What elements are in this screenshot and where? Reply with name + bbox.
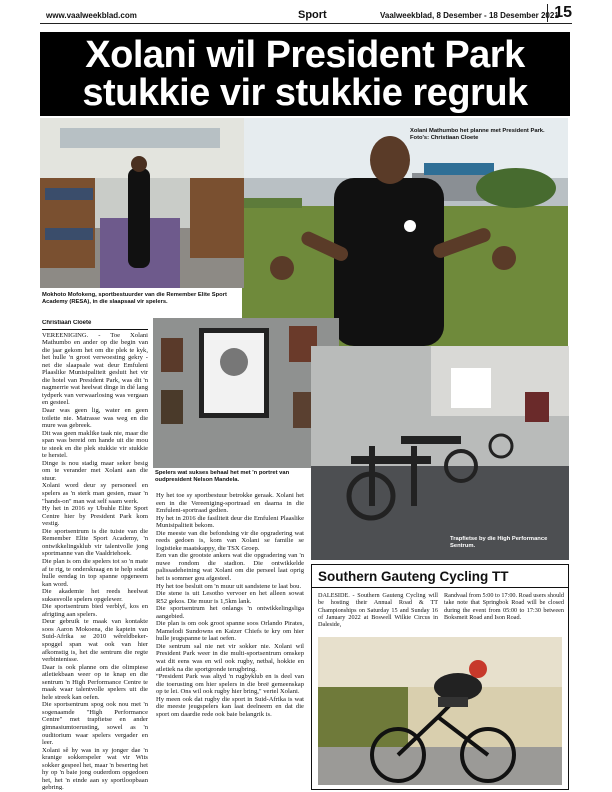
paragraph: Dinge is nou stadig maar seker besig om te verander met Xolani aan die stuur. — [42, 459, 148, 482]
paragraph: Die sportsentrum spog ook nou met 'n sogenaamde "High Performance Centre" met trapfietse en ander gimnasiumtoerusting, sowel as 'n ouditorium waar spelers vergader en leer. — [42, 701, 148, 747]
headline-line-2: stukkie vir stukkie regruk — [82, 72, 528, 114]
paragraph: Die plan is om die spelers tot so 'n mate af te rig, te onderskraag en te help sodat hulle eendag in top spanne opgeneem kan word. — [42, 557, 148, 588]
main-photo — [242, 118, 568, 346]
site-url[interactable]: www.vaalweekblad.com — [46, 11, 137, 20]
dorm-photo-caption: Mokhoto Mofokeng, sportbestuurder van die Remember Elite Sport Academy (RESA), in die slaapsaal vir spelers. — [42, 292, 227, 305]
paragraph: Die sportsentrum bied verblyf, kos en afrigting aan spelers. — [42, 603, 148, 618]
paragraph: "President Park was altyd 'n rugbyklub en is deel van die toerusting om hier spelers in die breë gemeenskap op te lei. Ons wil ook rugby hier bring," vertel Xolani. — [156, 673, 304, 696]
byline: Christiaan Cloete — [42, 320, 148, 330]
page-header — [40, 4, 572, 24]
cycling-sidebar — [311, 564, 569, 790]
paragraph: Hy het toe besluit om 'n muur uit sandstene te laat bou. — [156, 582, 302, 590]
paragraph: Een van die grootste ankers wat die opgradering van 'n nuwe rondom die stadion. Die ontwikkelde palissadeheining wat Xolani om die perseel laat oprig het is sommer gou afgesteel. — [156, 552, 304, 583]
paragraph: Hy meen ook dat rugby die sport in Suid-Afrika is wat die meeste jeugspelers kan laat deelneem en dat die sport om daardie rede ook baie belangrik is. — [156, 695, 304, 718]
sidebar-text-1: DALESIDE. - Southern Gauteng Cycling will be hosting their Annual Road & TT Championships on Saturday 15 and Sunday 16 of January 2022 at Boswell Wilkie Circus in Daleside, — [318, 592, 438, 629]
paragraph: Die meeste van die befondsing vir die opgradering wat reeds gedoen is, kom van Xolani se familie se logistieke maatskappy, die TSX Groep. — [156, 529, 304, 552]
paragraph: Deur gebruik te maak van kontakte soos Aaron Mokoena, die kaptein van Suid-Afrika se 2010 wêreldbeker-spoggel span wat ook van hier afkomstig is, het die sentrum die regte verbintenisse. — [42, 618, 148, 664]
page-number: 15 — [547, 4, 572, 22]
gym-photo-caption: Spelers wat sukses behaal het met 'n portret van oudpresident Nelson Mandela. — [155, 470, 290, 483]
paragraph: Die akademie het reeds heelwat suksesvolle spelers opgelewer. — [42, 588, 148, 603]
paragraph: Xolani word deur sy personeel en spelers as 'n sterk man gesien, maar 'n "hands-on" man wat self saam werk. — [42, 482, 148, 505]
paragraph: Dit was geen maklike taak nie, maar die span was bereid om hande uit die mou te steek en die plek stukkie vir stukkie te herstel. — [42, 429, 148, 460]
paragraph: Hy het in 2016 sy Ubuhle Elite Sport Centre hier by President Park kom vestig. — [42, 505, 148, 528]
sidebar-title: Southern Gauteng Cycling TT — [312, 565, 568, 588]
dorm-photo — [40, 118, 244, 288]
bikes-photo — [311, 346, 569, 560]
cyclist-photo — [318, 637, 562, 785]
headline — [40, 32, 570, 116]
article-column-2 — [156, 492, 304, 790]
issue-date: Vaalweekblad, 8 Desember - 18 Desember 2021 — [380, 11, 559, 20]
headline-line-1: Xolani wil President Park — [85, 34, 525, 76]
paragraph: Die plan is om ook groot spanne soos Orlando Pirates, Mamelodi Sundowns en Kaizer Chiefs te kry om hier hulle jeugspanne te laat oefen. — [156, 620, 304, 643]
bikes-photo-caption: Trapfietse by die High Performance Sentrum. — [450, 536, 548, 549]
paragraph: Daar was geen lig, water en geen toilette nie. Matrasse was weg en die mure was gebreek. — [42, 407, 148, 430]
paragraph: Die stene is uit Lesotho vervoer en het alleen sowat R52 gekos. Die muur is 1,5km lank. — [156, 590, 304, 605]
paragraph: Xolani sê hy was in sy jonger dae 'n kranige sokkerspeler wat vir Wits sokker gespeel het, maar 'n besering het hy op 'n baie jong ouderdom opgedoen het, het 'n einde aan sy sportloopbaan gebring. — [42, 746, 148, 790]
article-column-1 — [42, 320, 148, 790]
main-photo-caption: Xolani Mathumbo het planne met President Park. Foto's: Christiaan Cloete — [410, 128, 545, 141]
sidebar-text-2: Randvaal from 5:00 to 17:00. Road users should take note that Springbok Road will be closed during the event from 05:00 to 17:30 between Boksmeit Road and Ison Road. — [444, 592, 564, 621]
paragraph: Die sentrum sal nie net vir sokker nie. Xolani wil President Park weer in die multi-sportsentrum omskep wat dit eens was en wil ook rugby, netbal, hokkie en atletiek na die sportgronde terugbring. — [156, 642, 304, 673]
paragraph: Die sportsentrum het onlangs 'n ontwikkelingsliga aangebied. — [156, 605, 304, 620]
paragraph: Hy het in 2016 die fasiliteit deur die Emfuleni Plaaslike Munisipaliteit bekom. — [156, 514, 304, 530]
paragraph: Daar is ook planne om die olimpiese atletiekbaan weer op te knap en die sentrum 'n High Performance Centre te maak waar talentvolle spelers uit die hele streek kan oefen. — [42, 663, 148, 701]
paragraph: VEREENIGING. - Toe Xolani Mathumbo en ander op die begin van die jaar gekom het om die plek te kyk, het hulle 'n groot verwoesting gekry - net die slaapsale wat deur Emfuleni Plaaslike Munisipaliteit gesluit het vir die hotel van President Park, was dit 'n nagmerrie wat heelwat dinge in dié lang tydperk van verwaarlosing was vergaan en gesteel. — [42, 331, 148, 407]
section-name: Sport — [298, 9, 327, 21]
paragraph: Die sportsentrum is die tuiste van die Remember Elite Sport Academy, 'n ontwikkelingsklub vir talentvolle jong sportmanne van die Vaaldriehoek. — [42, 527, 148, 558]
paragraph: Hy het toe sy sportbestuur betrokke geraak. Xolani het een in die Vereeniging-sportraad en daarna in die Emfuleni-sportraad gedien. — [156, 492, 304, 515]
